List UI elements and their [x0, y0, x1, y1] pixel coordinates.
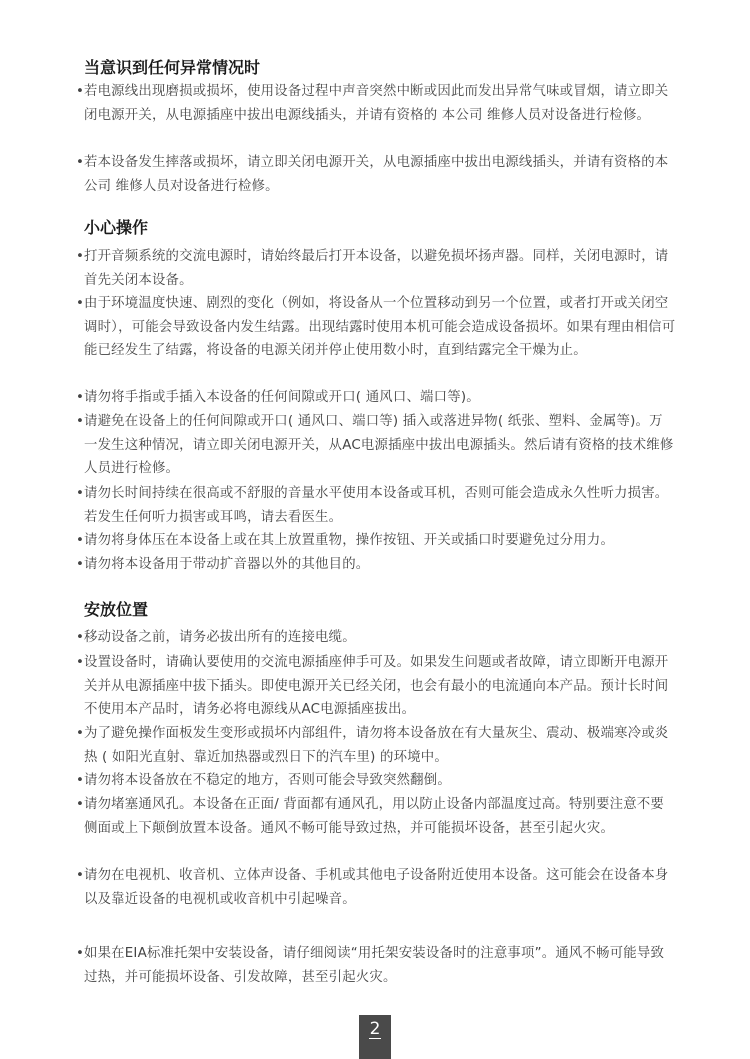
bullet-mark: • [76, 155, 84, 170]
list-item-text: 请勿在电视机、收音机、立体声设备、手机或其他电子设备附近使用本设备。这可能会在设备本身以及靠近设备的电视机或收音机中引起噪音。 [84, 868, 669, 907]
bullet-mark: • [76, 946, 84, 961]
list-item [76, 151, 676, 198]
list-item-text: 请勿长时间持续在很高或不舒服的音量水平使用本设备或耳机，否则可能会造成永久性听力损害。若发生任何听力损害或耳鸣，请去看医生。 [84, 486, 669, 525]
footnote-text: 如果在EIA标准托架中安装设备，请仔细阅读“用托架安装设备时的注意事项”。通风不畅可能导致过热，并可能损坏设备、引发故障，甚至引起火灾。 [84, 946, 665, 985]
list-item [76, 482, 676, 529]
list-item-text: 为了避免操作面板发生变形或损坏内部组件，请勿将本设备放在有大量灰尘、震动、极端寒冷或炎热 ( 如阳光直射、靠近加热器或烈日下的汽车里) 的环境中。 [84, 726, 669, 765]
list-item-text: 请勿堵塞通风孔。本设备在正面/ 背面都有通风孔，用以防止设备内部温度过高。特别要注意不要侧面或上下颠倒放置本设备。通风不畅可能导致过热，并可能损坏设备，甚至引起火灾。 [84, 797, 664, 836]
bullet-mark: • [76, 726, 84, 741]
list-item-text: 由于环境温度快速、剧烈的变化（例如，将设备从一个位置移动到另一个位置，或者打开或关闭空调时），可能会导致设备内发生结露。出现结露时使用本机可能会造成设备损坏。如果有理由相信可能已经发生了结露，将设备的电源关闭并停止使用数小时，直到结露完全干燥为止。 [84, 296, 676, 358]
list-item-text: 移动设备之前，请务必拔出所有的连接电缆。 [84, 630, 356, 645]
list-item-text: 请勿将本设备放在不稳定的地方，否则可能会导致突然翻倒。 [84, 773, 451, 788]
bullet-mark: • [76, 486, 84, 501]
list-item-text: 请避免在设备上的任何间隙或开口( 通风口、端口等) 插入或落进异物( 纸张、塑料、金属等)。万一发生这种情况，请立即关闭电源开关，从AC电源插座中拔出电源插头。然后请有资格的技术维修人员进行检修。 [84, 414, 674, 476]
bullet-mark: • [76, 868, 84, 883]
list-item [76, 864, 676, 911]
list-item [76, 80, 676, 127]
footnote-item [76, 942, 676, 989]
list-item [76, 769, 676, 793]
list-item [76, 626, 676, 650]
bullet-mark: • [76, 773, 84, 788]
list-item-text: 设置设备时，请确认要使用的交流电源插座伸手可及。如果发生问题或者故障，请立即断开电源开关并从电源插座中拔下插头。即使电源开关已经关闭，也会有最小的电流通向本产品。预计长时间不使用本产品时，请务必将电源线从AC电源插座拔出。 [84, 655, 669, 717]
list-item [76, 793, 676, 840]
bullet-mark: • [76, 414, 84, 429]
list-item [76, 553, 676, 577]
list-item [76, 292, 676, 363]
list-item-text: 打开音频系统的交流电源时，请始终最后打开本设备，以避免损坏扬声器。同样，关闭电源时，请首先关闭本设备。 [84, 249, 669, 288]
section-title-placement: 安放位置 [84, 600, 149, 619]
list-item-text: 请勿将本设备用于带动扩音器以外的其他目的。 [84, 557, 370, 572]
list-item [76, 651, 676, 722]
section-title-careful-operation: 小心操作 [84, 218, 149, 237]
bullet-mark: • [76, 390, 84, 405]
bullet-mark: • [76, 557, 84, 572]
list-item-text: 请勿将身体压在本设备上或在其上放置重物，操作按钮、开关或插口时要避免过分用力。 [84, 533, 615, 548]
list-item [76, 386, 676, 410]
list-item-text: 若电源线出现磨损或损坏，使用设备过程中声音突然中断或因此而发出异常气味或冒烟，请立即关闭电源开关，从电源插座中拔出电源线插头，并请有资格的 本公司 维修人员对设备进行检修。 [84, 84, 669, 123]
list-item [76, 410, 676, 481]
list-item [76, 529, 676, 553]
bullet-mark: • [76, 655, 84, 670]
bullet-mark: • [76, 249, 84, 264]
list-item-text: 若本设备发生摔落或损坏，请立即关闭电源开关，从电源插座中拔出电源线插头，并请有资格的本公司 维修人员对设备进行检修。 [84, 155, 669, 194]
list-item [76, 245, 676, 292]
page-number-tab [359, 1015, 391, 1059]
page-number: 2 [369, 1019, 381, 1039]
list-item [76, 722, 676, 769]
bullet-mark: • [76, 630, 84, 645]
list-item-text: 请勿将手指或手插入本设备的任何间隙或开口( 通风口、端口等)。 [84, 390, 480, 405]
bullet-mark: • [76, 533, 84, 548]
section-title-abnormal: 当意识到任何异常情况时 [84, 58, 261, 77]
bullet-mark: • [76, 797, 84, 812]
bullet-mark: • [76, 296, 84, 311]
bullet-mark: • [76, 84, 84, 99]
